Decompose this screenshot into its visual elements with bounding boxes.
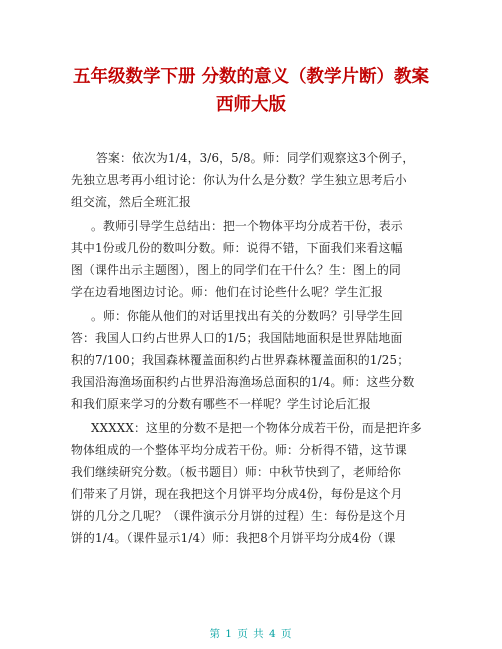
title-line-1: 五年级数学下册 分数的意义（教学片断）教案	[72, 67, 430, 87]
body-line-3: 组交流，然后全班汇报	[71, 195, 191, 209]
body-line-12: 和我们原来学习的分数有哪些不一样呢？学生讨论后汇报	[71, 397, 371, 411]
body-line-11: 我国沿海渔场面积约占世界沿海渔场总面积的1/4。师：这些分数	[71, 375, 415, 389]
title-line-2: 西师大版	[216, 95, 286, 115]
body-line-9: 答：我国人口约占世界人口的1/5；我国陆地面积是世界陆地面	[71, 331, 403, 345]
body-line-15: 我们继续研究分数。（板书题目）师：中秋节快到了，老师给你	[71, 465, 402, 479]
body-line-14: 物体组成的一个整体平均分成若干份。师：分析得不错，这节课	[71, 443, 407, 457]
body-line-1: 答案：依次为1/4，3/6，5/8。师：同学们观察这3个例子，	[96, 151, 415, 165]
body-line-17: 饼的几分之几呢？（课件演示分月饼的过程）生：每份是这个月	[71, 509, 407, 523]
body-line-8: 。师：你能从他们的对话里找出有关的分数吗？引导学生回	[91, 309, 403, 323]
body-line-7: 学在边看地图边讨论。师：他们在讨论些什么呢？学生汇报	[71, 285, 383, 299]
body-line-4: 。教师引导学生总结出：把一个物体平均分成若干份，表示	[91, 219, 403, 233]
body-line-18: 饼的1/4。（课件显示1/4）师：我把8个月饼平均分成4份（课	[71, 531, 396, 545]
page-footer: 第 1 页 共 4 页	[209, 628, 293, 640]
body-line-13: XXXXX：这里的分数不是把一个物体分成若干份，而是把许多	[91, 421, 422, 435]
body-line-16: 们带来了月饼，现在我把这个月饼平均分成4份，每份是这个月	[71, 487, 403, 501]
body-line-5: 其中1份或几份的数叫分数。师：说得不错，下面我们来看这幅	[71, 241, 403, 255]
body-line-10: 积的7/100；我国森林覆盖面积约占世界森林覆盖面积的1/25；	[71, 353, 410, 367]
document-title	[0, 63, 502, 119]
body-line-2: 先独立思考再小组讨论：你认为什么是分数？学生独立思考后小	[71, 173, 407, 187]
body-line-6: 图（课件出示主题图），图上的同学们在干什么？生：图上的同	[71, 263, 402, 277]
